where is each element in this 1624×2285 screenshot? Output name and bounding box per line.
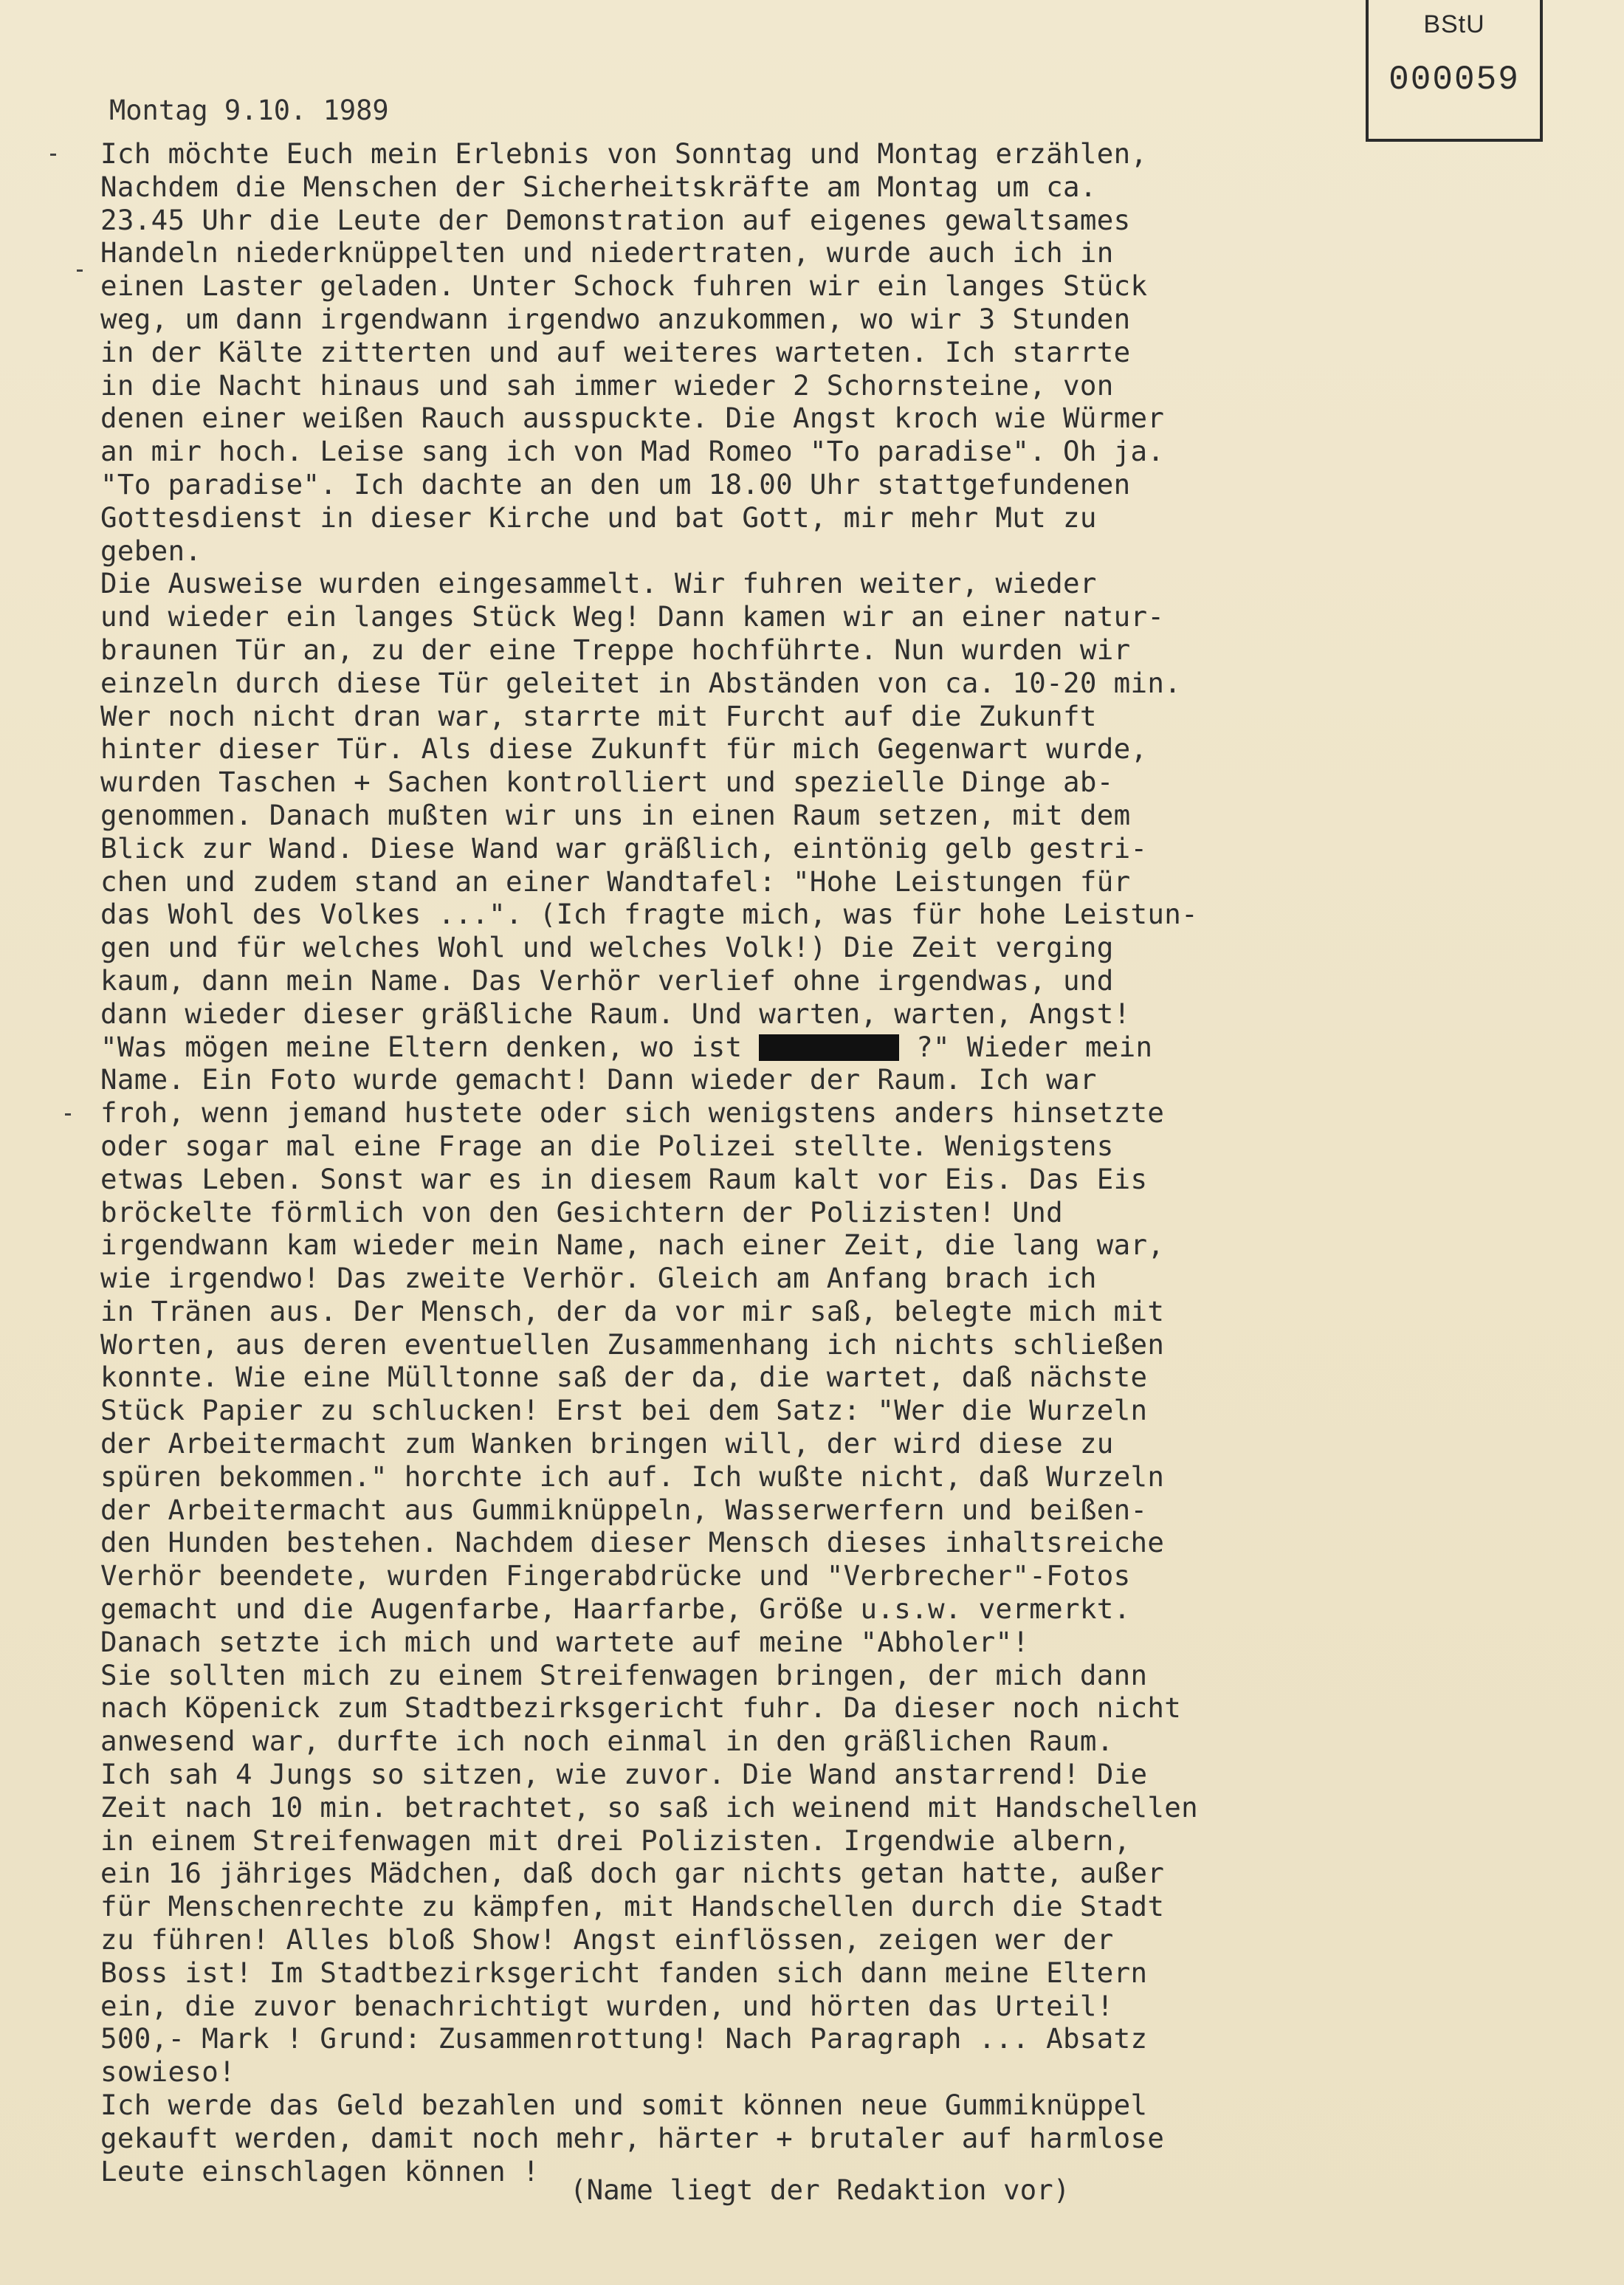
text-line: wurden Taschen + Sachen kontrolliert und spezielle Dinge ab- — [100, 766, 1114, 799]
text-line: 23.45 Uhr die Leute der Demonstration auf eigenes gewaltsames — [100, 203, 1131, 236]
text-line: Stück Papier zu schlucken! Erst bei dem Satz: "Wer die Wurzeln — [100, 1394, 1148, 1427]
text-line: chen und zudem stand an einer Wandtafel: "Hohe Leistungen für — [100, 865, 1131, 898]
text-line: dann wieder dieser gräßliche Raum. Und warten, warten, Angst! — [100, 997, 1131, 1030]
text-line: etwas Leben. Sonst war es in diesem Raum kalt vor Eis. Das Eis — [100, 1162, 1148, 1195]
text-line: Boss ist! Im Stadtbezirksgericht fanden sich dann meine Eltern — [100, 1956, 1148, 1989]
text-line: irgendwann kam wieder mein Name, nach einer Zeit, die lang war, — [100, 1229, 1165, 1262]
text-line: in der Kälte zitterten und auf weiteres warteten. Ich starrte — [100, 335, 1131, 368]
text-line: der Arbeitermacht zum Wanken bringen will, der wird diese zu — [100, 1427, 1114, 1460]
margin-mark — [77, 269, 83, 272]
text-line: Leute einschlagen können ! — [100, 2154, 540, 2188]
text-line: Danach setzte ich mich und wartete auf meine "Abholer"! — [100, 1625, 1030, 1658]
text-line: Gottesdienst in dieser Kirche und bat Gott, mir mehr Mut zu — [100, 501, 1097, 534]
text-line: einen Laster geladen. Unter Schock fuhren wir ein langes Stück — [100, 269, 1148, 303]
text-line: zu führen! Alles bloß Show! Angst einflössen, zeigen wer der — [100, 1923, 1114, 1956]
stamp-label: BStU — [1423, 10, 1485, 38]
archive-stamp — [1366, 0, 1543, 142]
text-line: weg, um dann irgendwann irgendwo anzukommen, wo wir 3 Stunden — [100, 302, 1131, 335]
text-line: Verhör beendete, wurden Fingerabdrücke und "Verbrecher"-Fotos — [100, 1559, 1131, 1592]
text-line: spüren bekommen." horchte ich auf. Ich wußte nicht, daß Wurzeln — [100, 1460, 1165, 1493]
text-line: oder sogar mal eine Frage an die Polizei stellte. Wenigstens — [100, 1129, 1114, 1162]
text-line: hinter dieser Tür. Als diese Zukunft für mich Gegenwart wurde, — [100, 732, 1148, 766]
text-line: für Menschenrechte zu kämpfen, mit Handschellen durch die Stadt — [100, 1890, 1165, 1923]
text-line: anwesend war, durfte ich noch einmal in den gräßlichen Raum. — [100, 1725, 1114, 1758]
text-line: Name. Ein Foto wurde gemacht! Dann wieder der Raum. Ich war — [100, 1063, 1097, 1096]
text-line: der Arbeitermacht aus Gummiknüppeln, Wasserwerfern und beißen- — [100, 1493, 1148, 1526]
text-line: sowieso! — [100, 2055, 236, 2089]
text-line: gemacht und die Augenfarbe, Haarfarbe, Größe u.s.w. vermerkt. — [100, 1592, 1131, 1626]
text-line: bröckelte förmlich von den Gesichtern der Polizisten! Und — [100, 1195, 1063, 1229]
text-line: Zeit nach 10 min. betrachtet, so saß ich weinend mit Handschellen — [100, 1790, 1198, 1824]
text-line: Handeln niederknüppelten und niedertraten, wurde auch ich in — [100, 236, 1114, 269]
text-line: Blick zur Wand. Diese Wand war gräßlich, eintönig gelb gestri- — [100, 831, 1148, 865]
text-line: konnte. Wie eine Mülltonne saß der da, die wartet, daß nächste — [100, 1361, 1148, 1394]
text-line: in einem Streifenwagen mit drei Polizisten. Irgendwie albern, — [100, 1824, 1131, 1857]
text-line: kaum, dann mein Name. Das Verhör verlief ohne irgendwas, und — [100, 963, 1114, 997]
text-line: gen und für welches Wohl und welches Volk!) Die Zeit verging — [100, 931, 1114, 964]
redacted-line-after: ?" Wieder mein — [899, 1030, 1153, 1063]
stamp-number: 000059 — [1389, 61, 1520, 99]
letter-body — [100, 137, 1569, 2188]
text-line: in die Nacht hinaus und sah immer wieder 2 Schornsteine, von — [100, 368, 1114, 402]
text-line: gekauft werden, damit noch mehr, härter + brutaler auf harmlose — [100, 2121, 1165, 2154]
text-line — [100, 1031, 1569, 1064]
text-line: Nachdem die Menschen der Sicherheitskräfte am Montag um ca. — [100, 170, 1097, 203]
text-line: an mir hoch. Leise sang ich von Mad Romeo "To paradise". Oh ja. — [100, 435, 1165, 468]
text-line: den Hunden bestehen. Nachdem dieser Mensch dieses inhaltsreiche — [100, 1526, 1165, 1559]
text-line: genommen. Danach mußten wir uns in einen Raum setzen, mit dem — [100, 798, 1131, 831]
redaction-bar — [759, 1034, 899, 1061]
text-line: 500,- Mark ! Grund: Zusammenrottung! Nach Paragraph ... Absatz — [100, 2022, 1148, 2055]
text-line: Ich sah 4 Jungs so sitzen, wie zuvor. Die Wand anstarrend! Die — [100, 1758, 1148, 1791]
text-line: braunen Tür an, zu der eine Treppe hochführte. Nun wurden wir — [100, 633, 1131, 666]
text-line: ein, die zuvor benachrichtigt wurden, und hörten das Urteil! — [100, 1989, 1114, 2022]
text-line: einzeln durch diese Tür geleitet in Abständen von ca. 10-20 min. — [100, 666, 1182, 699]
closing-note: (Name liegt der Redaktion vor) — [570, 2174, 1070, 2206]
margin-mark — [65, 1113, 71, 1116]
text-line: nach Köpenick zum Stadtbezirksgericht fuhr. Da dieser noch nicht — [100, 1691, 1182, 1725]
text-line: Sie sollten mich zu einem Streifenwagen bringen, der mich dann — [100, 1658, 1148, 1691]
text-line: Die Ausweise wurden eingesammelt. Wir fuhren weiter, wieder — [100, 567, 1097, 600]
text-line: Ich werde das Geld bezahlen und somit können neue Gummiknüppel — [100, 2089, 1148, 2122]
text-line: Worten, aus deren eventuellen Zusammenhang ich nichts schließen — [100, 1327, 1165, 1361]
redacted-line-before: "Was mögen meine Eltern denken, wo ist — [100, 1030, 760, 1063]
text-line: froh, wenn jemand hustete oder sich wenigstens anders hinsetzte — [100, 1096, 1165, 1130]
text-line: Ich möchte Euch mein Erlebnis von Sonntag und Montag erzählen, — [100, 137, 1148, 170]
text-line: "To paradise". Ich dachte an den um 18.00 Uhr stattgefundenen — [100, 467, 1131, 501]
text-line: wie irgendwo! Das zweite Verhör. Gleich am Anfang brach ich — [100, 1262, 1097, 1295]
text-line: Wer noch nicht dran war, starrte mit Furcht auf die Zukunft — [100, 699, 1097, 732]
text-line: ein 16 jähriges Mädchen, daß doch gar nichts getan hatte, außer — [100, 1857, 1165, 1890]
text-line: geben. — [100, 534, 202, 567]
document-date: Montag 9.10. 1989 — [109, 95, 389, 126]
text-line: in Tränen aus. Der Mensch, der da vor mir saß, belegte mich mit — [100, 1294, 1165, 1327]
text-line: das Wohl des Volkes ...". (Ich fragte mich, was für hohe Leistun- — [100, 898, 1198, 931]
text-line: denen einer weißen Rauch ausspuckte. Die Angst kroch wie Würmer — [100, 402, 1165, 435]
text-line: und wieder ein langes Stück Weg! Dann kamen wir an einer natur- — [100, 600, 1165, 633]
margin-mark — [50, 154, 56, 156]
